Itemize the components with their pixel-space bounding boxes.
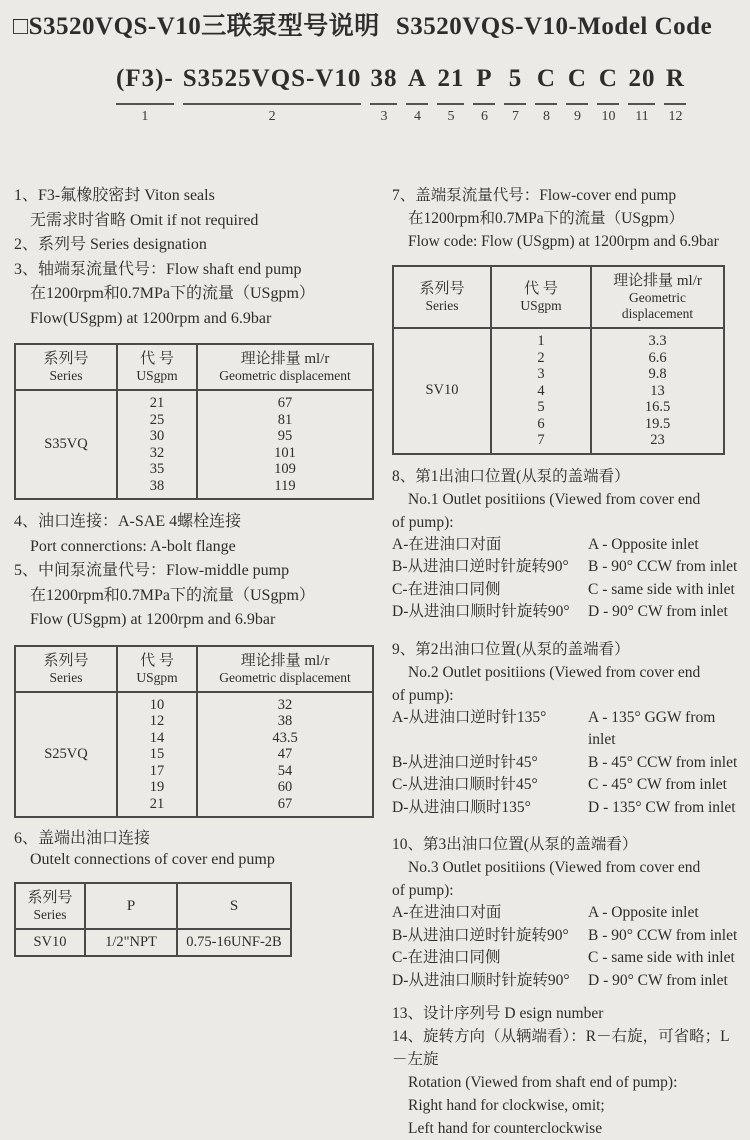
table-header-row [15, 646, 373, 692]
header-code-en: USgpm [520, 298, 562, 313]
header-code-en: USgpm [136, 368, 178, 383]
option-en: D - 135° CW from inlet [588, 798, 736, 816]
model-code-segment [370, 64, 397, 125]
option-cn: C-在进油口同侧 [392, 580, 501, 598]
header-series [15, 883, 85, 929]
option-cn: D-从进油口顺时135° [392, 798, 531, 816]
table-shaft-end-pump [14, 343, 374, 500]
segment-number: 6 [480, 109, 488, 124]
header-code [491, 266, 591, 328]
segment-number: 9 [573, 109, 581, 124]
note-5-line-3: Flow (USgpm) at 1200rpm and 6.9bar [30, 611, 276, 628]
option-row-a [392, 902, 740, 925]
displacement-value: 95 [277, 428, 293, 444]
displacement-value: 109 [274, 461, 296, 477]
model-code-text: R [665, 65, 685, 92]
header-displacement-cn: 理论排量 ml/r [240, 652, 330, 669]
code-value: 2 [537, 349, 545, 366]
header-displacement-en: Geometric displacement [219, 368, 351, 383]
table-cover-end-outlet-connections [14, 882, 292, 957]
codes-cell [117, 390, 197, 499]
code-value: 21 [149, 395, 165, 411]
option-cn: C-在进油口同侧 [392, 949, 501, 966]
displacement-value: 3.3 [648, 333, 667, 349]
model-code-segment [628, 64, 655, 125]
option-en: D - 90° CW from inlet [588, 603, 728, 620]
model-code-text: 20 [628, 65, 656, 92]
segment-number: 11 [635, 109, 649, 124]
displacements-cell [197, 692, 373, 818]
model-code-text: 38 [370, 65, 398, 92]
header-series-en: Series [49, 368, 83, 383]
header-s: S [177, 883, 291, 929]
note-4-line-2: Port connerctions: A-bolt flange [30, 537, 236, 555]
note-3-line-3: Flow(USgpm) at 1200rpm and 6.9bar [30, 309, 272, 327]
displacement-value: 38 [277, 713, 293, 729]
option-en: C - same side with inlet [588, 949, 735, 966]
code-value: 12 [149, 713, 165, 729]
segment-number: 7 [511, 109, 519, 124]
note-10-sub-2: of pump): [392, 882, 454, 899]
model-code-text: C [598, 65, 618, 92]
code-value: 21 [149, 795, 165, 812]
segment-number: 1 [141, 109, 149, 124]
model-code-segment [566, 64, 588, 125]
header-p: P [85, 883, 177, 929]
header-series [15, 344, 117, 390]
option-en: A - Opposite inlet [588, 535, 699, 553]
code-value: 4 [537, 382, 545, 399]
option-en: A - Opposite inlet [588, 904, 699, 921]
option-en: C - 45° CW from inlet [588, 776, 727, 793]
table-cover-end-pump [392, 265, 725, 455]
segment-number: 4 [413, 109, 421, 124]
note-6-line-1: 6、盖端出油口连接 [14, 830, 151, 847]
model-code-segment [504, 64, 526, 125]
displacements-cell [197, 390, 373, 499]
note-9-heading: 9、第2出油口位置(从泵的盖端看） [392, 640, 630, 658]
model-code-segment [437, 64, 464, 125]
model-code-text: S3525VQS-V10 [182, 65, 362, 92]
note-8-heading: 8、第1出油口位置(从泵的盖端看） [392, 467, 630, 485]
displacement-value: 54 [277, 762, 293, 779]
segment-underline [473, 103, 495, 105]
displacement-value: 119 [274, 477, 296, 494]
code-value: 17 [149, 762, 165, 779]
note-1-line-1: 1、F3-氟橡胶密封 Viton seals [14, 187, 215, 204]
segment-number: 3 [380, 109, 388, 124]
option-row-c [392, 947, 740, 970]
segment-underline [183, 103, 362, 105]
model-code-text: A [407, 65, 427, 92]
note-3-line-2: 在1200rpm和0.7MPa下的流量（USgpm） [30, 285, 315, 302]
header-code-en: USgpm [136, 669, 178, 685]
series-cell: S35VQ [15, 390, 117, 499]
note-14-line-4: Left hand for counterclockwise [408, 1120, 603, 1137]
displacement-value: 47 [277, 746, 293, 762]
note-14-line-3: Right hand for clockwise, omit; [408, 1097, 605, 1114]
codes-cell [491, 328, 591, 454]
segment-underline [370, 103, 397, 105]
option-row-d [392, 970, 740, 993]
series-cell: SV10 [15, 929, 85, 956]
header-code-cn: 代 号 [140, 351, 174, 367]
header-displacement [197, 344, 373, 390]
segment-number: 10 [601, 109, 616, 124]
note-8-sub-1: No.1 Outlet positiions (Viewed from cover end [408, 490, 701, 508]
code-value: 15 [149, 746, 165, 762]
code-value: 6 [537, 415, 545, 432]
model-code-text: C [536, 65, 556, 92]
option-cn: A-从进油口逆时针135° [392, 708, 547, 726]
left-column [14, 184, 392, 967]
code-value: 30 [149, 428, 165, 444]
option-row-c [392, 774, 740, 797]
note-10-heading: 10、第3出油口位置(从泵的盖端看） [392, 836, 638, 853]
code-value: 35 [149, 461, 165, 477]
displacement-value: 101 [274, 444, 296, 461]
codes-cell [117, 692, 197, 818]
code-value: 5 [537, 399, 545, 415]
option-row-b [392, 925, 740, 948]
table-body-row [15, 929, 291, 956]
option-cn: B-从进油口逆时针旋转90° [392, 926, 569, 944]
note-1-line-2: 无需求时省略 Omit if not required [30, 211, 259, 229]
header-series-cn: 系列号 [27, 890, 73, 906]
header-series [393, 266, 491, 328]
note-6-line-2: Outelt connections of cover end pump [30, 851, 275, 868]
code-value: 14 [149, 729, 165, 746]
displacement-value: 67 [277, 395, 293, 411]
table-middle-pump [14, 645, 374, 819]
option-cn: D-从进油口顺时针旋转90° [392, 971, 570, 989]
displacement-value: 32 [277, 696, 293, 713]
header-series-en: Series [49, 669, 83, 685]
table-header-row [393, 266, 724, 328]
code-value: 19 [149, 779, 165, 795]
header-series-en: Series [425, 298, 459, 313]
displacement-value: 6.6 [648, 349, 667, 366]
table-header-row [15, 883, 291, 929]
page-title-cn: S3520VQS-V10三联泵型号说明 [28, 13, 380, 40]
model-code-segment [473, 64, 495, 125]
segment-number: 12 [668, 109, 683, 124]
note-7-line-1: 7、盖端泵流量代号：Flow-cover end pump [392, 187, 677, 204]
series-cell: S25VQ [15, 692, 117, 818]
note-7-line-3: Flow code: Flow (USgpm) at 1200rpm and 6.9bar [408, 233, 719, 250]
header-series [15, 646, 117, 692]
right-column [392, 184, 740, 1140]
page-title-en: S3520VQS-V10-Model Code [395, 13, 713, 40]
table-body-row [15, 692, 373, 818]
code-value: 10 [149, 696, 165, 713]
segment-underline [535, 103, 557, 105]
s-connection-cell: 0.75-16UNF-2B [177, 929, 291, 956]
option-row-c [392, 579, 740, 602]
segment-underline [406, 103, 428, 105]
checkbox-icon: □ [13, 13, 29, 40]
header-series-cn: 系列号 [43, 351, 89, 367]
model-code-text: 5 [508, 65, 523, 92]
note-8-sub-2: of pump): [392, 513, 454, 531]
displacement-value: 67 [277, 795, 293, 812]
displacement-value: 16.5 [644, 399, 671, 415]
option-en: B - 90° CCW from inlet [588, 558, 738, 575]
segment-underline [664, 103, 686, 105]
displacement-value: 60 [277, 779, 293, 795]
code-value: 1 [537, 333, 545, 349]
option-en: B - 90° CCW from inlet [588, 926, 738, 944]
model-code-segment [535, 64, 557, 125]
note-9-sub-2: of pump): [392, 686, 454, 704]
option-cn: B-从进油口逆时针45° [392, 753, 538, 771]
header-series-cn: 系列号 [419, 281, 465, 297]
model-code-segment [183, 64, 362, 125]
header-displacement [197, 646, 373, 692]
code-value: 7 [537, 432, 545, 448]
note-14-line-2: Rotation (Viewed from shaft end of pump): [408, 1074, 678, 1091]
note-14-line-1: 14、旋转方向（从辆端看）：R－右旋，可省略；L－左旋 [392, 1028, 730, 1068]
model-code-text: C [567, 65, 587, 92]
option-cn: A-在进油口对面 [392, 904, 502, 921]
header-displacement-cn: 理论排量 ml/r [240, 351, 330, 367]
header-code-cn: 代 号 [524, 281, 558, 297]
code-value: 3 [537, 366, 545, 382]
table-body-row [15, 390, 373, 499]
note-9-sub-1: No.2 Outlet positiions (Viewed from cover end [408, 663, 701, 681]
segment-underline [566, 103, 588, 105]
model-code-text: (F3)- [116, 65, 174, 92]
segment-number: 5 [447, 109, 455, 124]
displacement-value: 43.5 [272, 729, 298, 746]
model-code-segment [116, 64, 174, 125]
note-13: 13、设计序列号 D esign number [392, 1005, 604, 1022]
option-cn: C-从进油口顺时针45° [392, 776, 538, 793]
series-cell: SV10 [393, 328, 491, 454]
model-code-segment [406, 64, 428, 125]
option-cn: A-在进油口对面 [392, 535, 502, 553]
option-cn: D-从进油口顺时针旋转90° [392, 603, 570, 620]
note-2: 2、系列号 Series designation [14, 236, 207, 253]
note-4-line-1: 4、油口连接：A-SAE 4螺栓连接 [14, 513, 242, 530]
header-displacement [591, 266, 724, 328]
displacement-value: 9.8 [648, 366, 667, 382]
option-row-d [392, 797, 740, 820]
model-code [116, 64, 686, 125]
note-3-line-1: 3、轴端泵流量代号：Flow shaft end pump [14, 260, 302, 278]
option-row-b [392, 556, 740, 579]
note-10-sub-1: No.3 Outlet positiions (Viewed from cover end [408, 859, 701, 876]
displacements-cell [591, 328, 724, 454]
displacement-value: 13 [650, 382, 665, 399]
code-value: 38 [149, 477, 165, 494]
header-displacement-en: Geometric displacement [219, 669, 351, 685]
header-code-cn: 代 号 [140, 652, 174, 669]
header-displacement-en: Geometric displacement [621, 290, 694, 321]
header-displacement-cn: 理论排量 ml/r [613, 273, 702, 289]
table-body-row [393, 328, 724, 454]
option-row-a [392, 707, 740, 752]
segment-number: 8 [542, 109, 550, 124]
option-row-a [392, 534, 740, 557]
note-5-line-1: 5、中间泵流量代号：Flow-middle pump [14, 562, 290, 579]
option-en: C - same side with inlet [588, 580, 735, 598]
displacement-value: 19.5 [644, 415, 671, 432]
model-code-text: P [476, 65, 493, 92]
option-cn: B-从进油口逆时针旋转90° [392, 558, 569, 575]
p-connection-cell: 1/2"NPT [85, 929, 177, 956]
page-title [13, 6, 712, 42]
segment-number: 2 [268, 109, 276, 124]
model-code-segment [597, 64, 619, 125]
note-7-line-2: 在1200rpm和0.7MPa下的流量（USgpm） [408, 210, 684, 227]
code-value: 25 [149, 411, 165, 428]
option-en: D - 90° CW from inlet [588, 971, 728, 989]
header-code [117, 344, 197, 390]
model-code-segment [664, 64, 686, 125]
header-code [117, 646, 197, 692]
option-row-b [392, 752, 740, 775]
model-code-text: 21 [437, 65, 465, 92]
segment-underline [628, 103, 655, 105]
segment-underline [504, 103, 526, 105]
option-en: B - 45° CCW from inlet [588, 753, 738, 771]
segment-underline [437, 103, 464, 105]
note-5-line-2: 在1200rpm和0.7MPa下的流量（USgpm） [30, 586, 315, 604]
code-value: 32 [149, 444, 165, 461]
displacement-value: 23 [650, 432, 665, 448]
header-series-en: Series [33, 907, 67, 922]
two-column-body [14, 184, 740, 1140]
option-row-d [392, 601, 740, 624]
displacement-value: 81 [277, 411, 293, 428]
table-header-row [15, 344, 373, 390]
segment-underline [116, 103, 174, 105]
header-series-cn: 系列号 [43, 652, 89, 669]
option-en: A - 135° GGW from inlet [588, 708, 716, 748]
segment-underline [597, 103, 619, 105]
